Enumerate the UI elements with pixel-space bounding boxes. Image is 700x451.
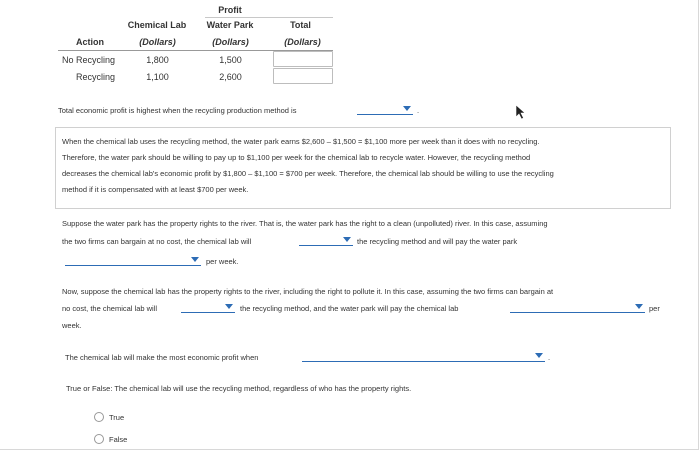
q2-payment-dropdown[interactable] (65, 255, 201, 266)
cell-water-recycling: 2,600 (219, 72, 242, 82)
row-label-recycling: Recycling (75, 72, 115, 82)
explanation-line-1: When the chemical lab uses the recycling method, the water park earns $2,600 – $1,500 = $1,100 more per week than it does with no recycling. (62, 137, 540, 146)
header-total: Total (290, 20, 311, 30)
chevron-down-icon (535, 353, 543, 358)
radio-true[interactable] (94, 412, 104, 422)
q3-payment-dropdown[interactable] (510, 302, 645, 313)
unit-total: (Dollars) (284, 37, 321, 47)
unit-chemical-lab: (Dollars) (139, 37, 176, 47)
q2-line-3: per week. (206, 257, 239, 266)
q4-text: The chemical lab will make the most economic profit when (65, 353, 259, 362)
option-label-true: True (109, 413, 125, 422)
chevron-down-icon (403, 106, 411, 111)
chevron-down-icon (343, 237, 351, 242)
cell-chem-recycling: 1,100 (146, 72, 169, 82)
radio-false[interactable] (94, 434, 104, 444)
total-input-no-recycling[interactable] (273, 51, 333, 67)
q2-lab-action-dropdown[interactable] (299, 235, 353, 246)
cell-chem-no-recycling: 1,800 (146, 55, 169, 65)
cell-water-no-recycling: 1,500 (219, 55, 242, 65)
q3-line-1: Now, suppose the chemical lab has the property rights to the river, including the right to pollute it. In this case, assuming the two firms can bargain at (62, 287, 554, 296)
unit-water-park: (Dollars) (212, 37, 249, 47)
header-water-park: Water Park (206, 20, 254, 30)
q2-line-2a: the two firms can bargain at no cost, the chemical lab will (62, 237, 252, 246)
explanation-line-2: Therefore, the water park should be willing to pay up to $1,100 per week for the chemical lab to recycle water. However, the recycling method (62, 153, 531, 162)
chevron-down-icon (635, 304, 643, 309)
header-profit: Profit (218, 5, 242, 15)
explanation-text (62, 134, 667, 198)
total-input-recycling[interactable] (273, 68, 333, 84)
mouse-cursor-icon (515, 104, 527, 120)
q3-line-3: week. (62, 321, 82, 330)
header-divider (205, 17, 333, 18)
explanation-line-3: decreases the chemical lab's economic profit by $1,800 – $1,100 = $700 per week. Therefore, the chemical lab should be willing to use the recycling (62, 169, 554, 178)
q2-line-1: Suppose the water park has the property rights to the river. That is, the water park has the right to a clean (unpolluted) river. In this case, assuming (62, 219, 548, 228)
q3-line-2a: no cost, the chemical lab will (62, 304, 158, 313)
q1-method-dropdown[interactable] (357, 104, 413, 115)
header-chemical-lab: Chemical Lab (127, 20, 187, 30)
q4-period: . (548, 353, 551, 362)
row-label-no-recycling: No Recycling (61, 55, 115, 65)
header-action: Action (76, 37, 104, 47)
explanation-line-4: method if it is compensated with at least $700 per week. (62, 185, 249, 194)
q2-line-2b: the recycling method and will pay the water park (357, 237, 518, 246)
q3-line-2c: per (649, 304, 660, 313)
chevron-down-icon (191, 257, 199, 262)
q3-lab-action-dropdown[interactable] (181, 302, 235, 313)
option-label-false: False (109, 435, 128, 444)
q3-line-2b: the recycling method, and the water park will pay the chemical lab (240, 304, 459, 313)
q4-condition-dropdown[interactable] (302, 351, 545, 362)
q1-text: Total economic profit is highest when the recycling production method is (58, 106, 297, 115)
q5-text: True or False: The chemical lab will use the recycling method, regardless of who has the property rights. (66, 384, 412, 393)
chevron-down-icon (225, 304, 233, 309)
q1-period: . (417, 106, 420, 115)
